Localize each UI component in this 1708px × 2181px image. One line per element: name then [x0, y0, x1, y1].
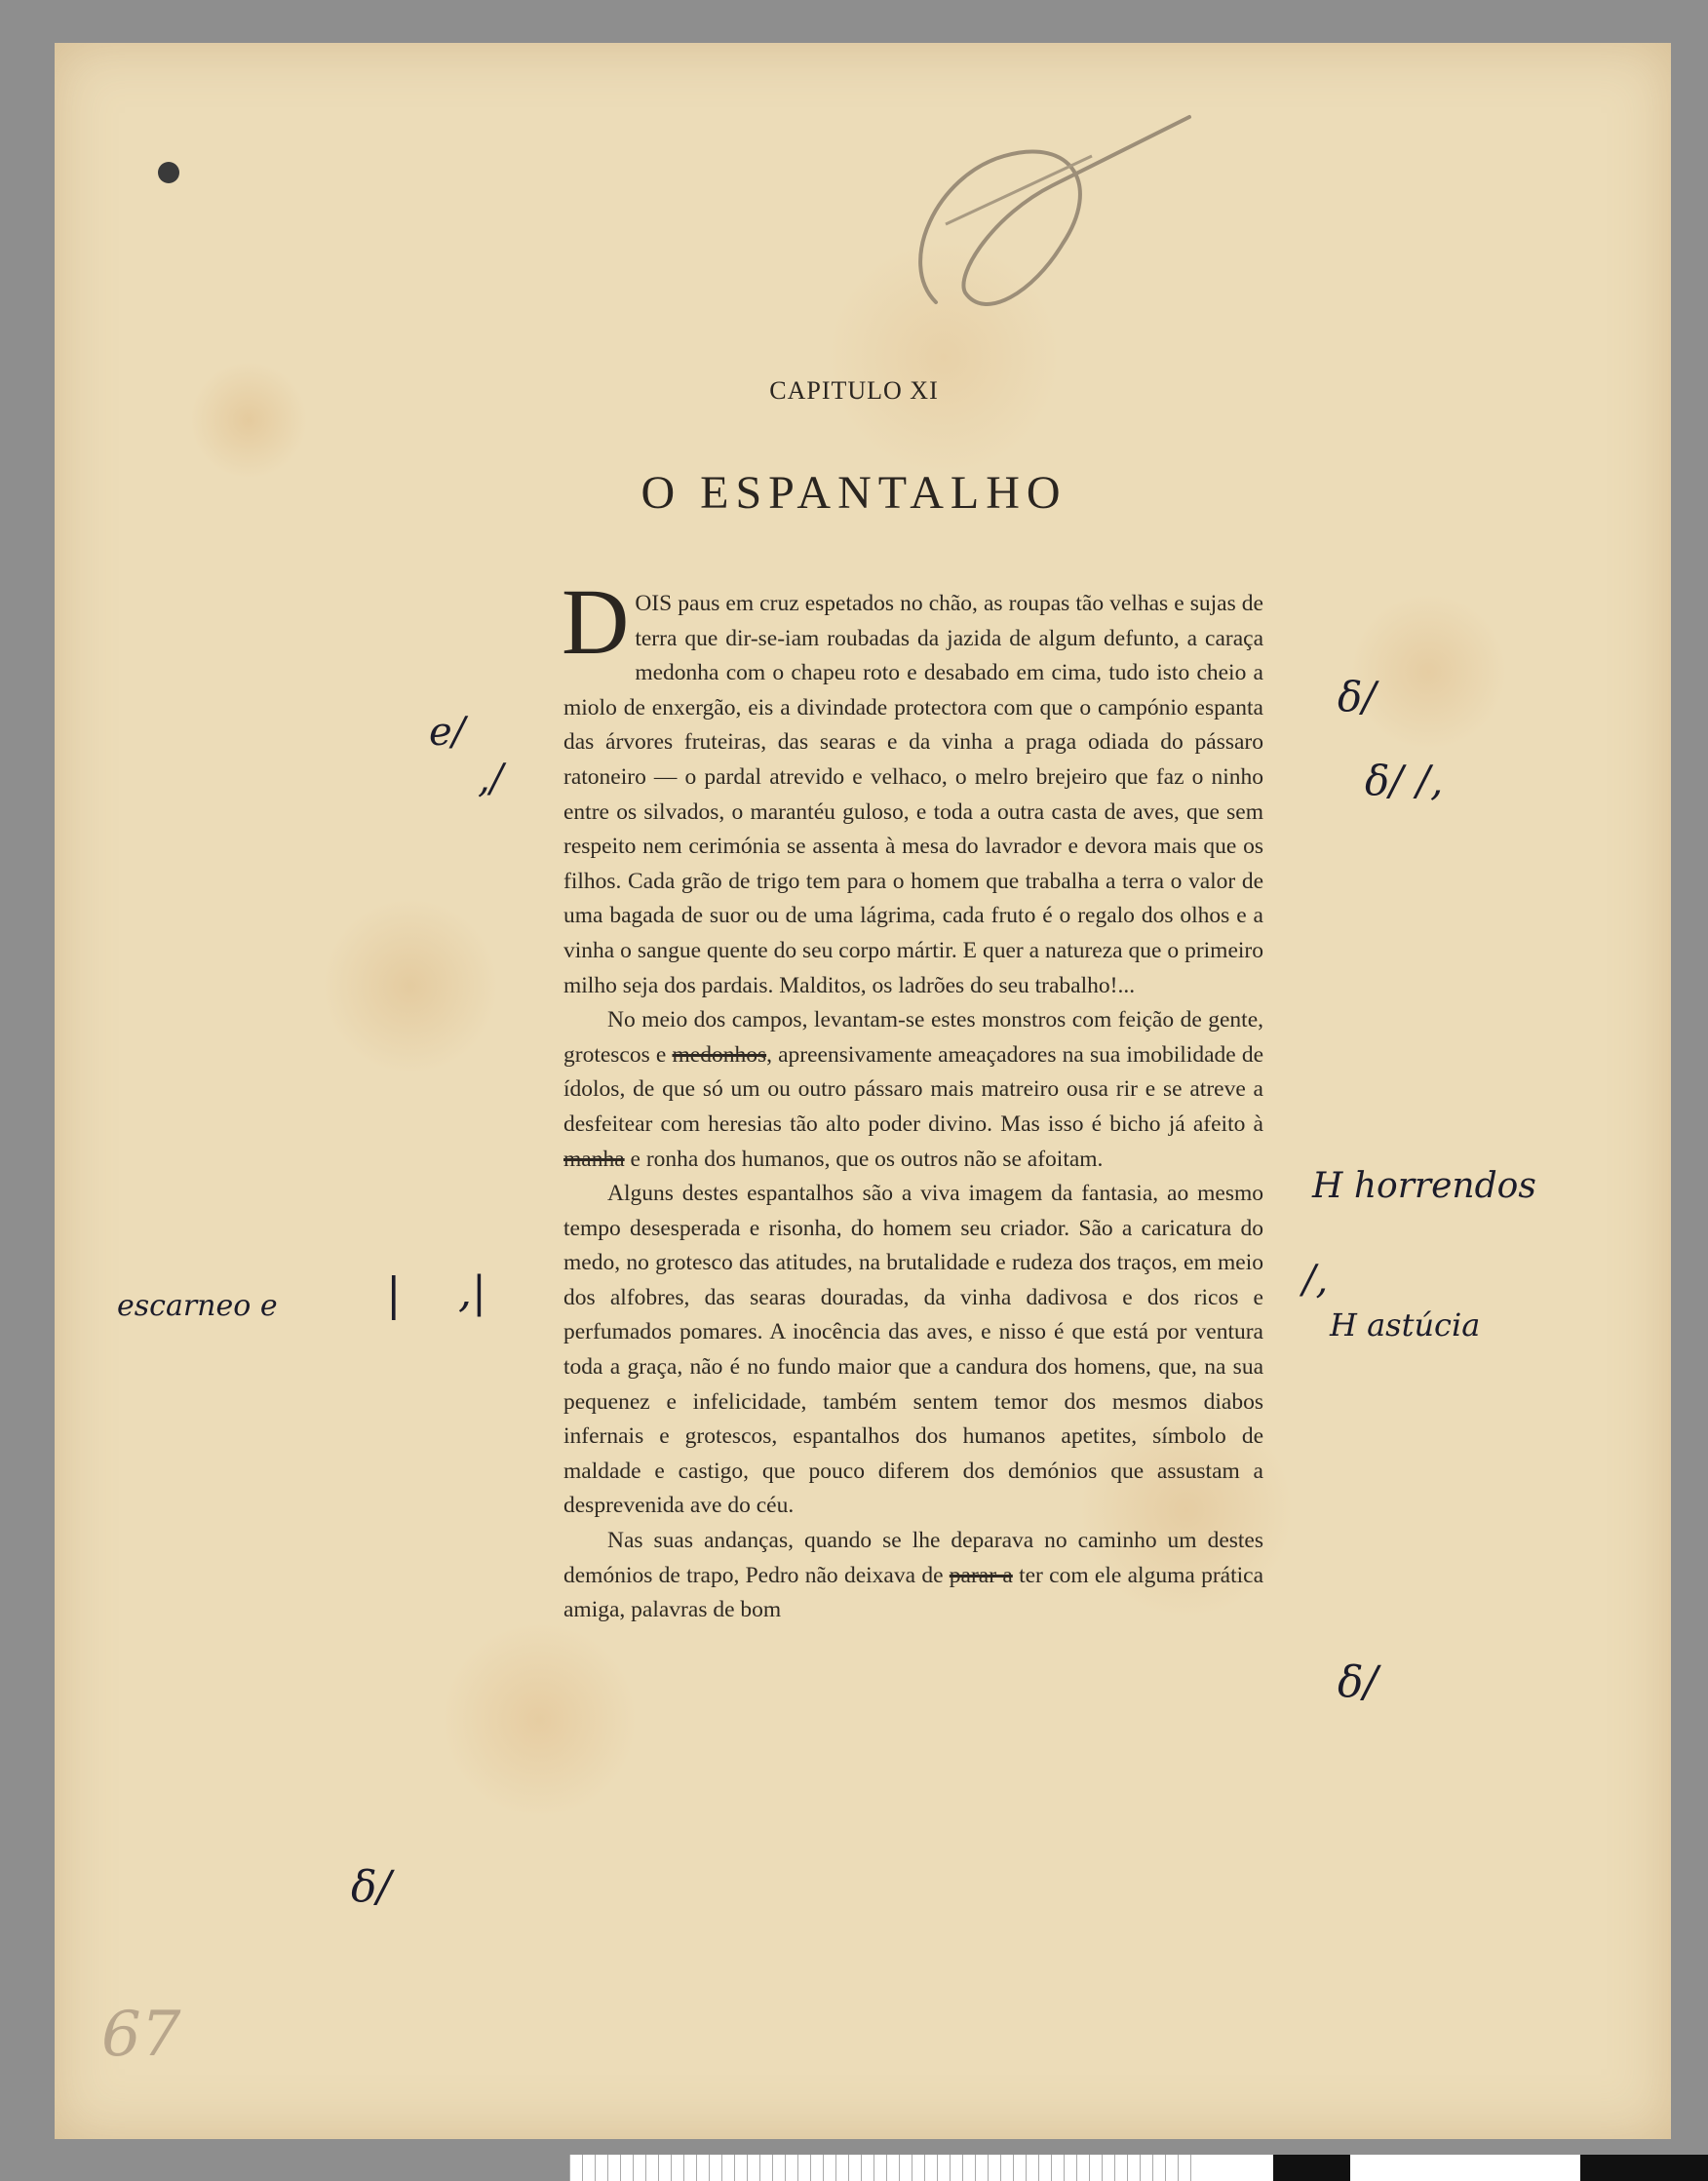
- margin-note-right-1: δ/: [1338, 673, 1377, 721]
- margin-note-left-1: e/: [429, 710, 466, 755]
- paragraph-4-part-b: ter com ele alguma prática amiga, palavras de bom: [563, 1562, 1263, 1623]
- struck-word-medonhos: medonhos: [672, 1041, 767, 1068]
- drop-cap: D: [562, 569, 630, 674]
- chapter-heading: CAPITULO XI: [769, 376, 939, 405]
- margin-note-right-3: H horrendos: [1312, 1166, 1536, 1206]
- paragraph-1-part-b: tudo isto cheio a miolo de enxergão, eis a divindade protectora com que o campónio espanta das árvores fruteiras, das searas e da vinha a praga odiada do pássaro ratoneiro — o pardal atrevido e velhaco, o melro brejeiro que faz o ninho entre os silvados, o marantéu guloso, e toda a outra casta de aves, que sem respeito nem cerimónia se assenta à mesa do lavrador e devora mais que os filhos. Cada grão de trigo tem para o homem que trabalha a terra o valor de uma bagada de suor ou de uma lágrima, cada fruto é o regalo dos olhos e a vinha o sangue quente do seu corpo mártir. E quer a natureza que o primeiro milho seja dos pardais. Malditos, os ladrões do seu trabalho!...: [563, 660, 1263, 998]
- scale-ticks: [569, 2155, 1193, 2181]
- body-text: [562, 569, 1264, 1628]
- page-number: 67: [101, 1999, 181, 2071]
- margin-note-left-2: ,/: [478, 757, 504, 801]
- paragraph-2-part-b: , apreensivamente ameaçadores na sua imobilidade de ídolos, de que só um ou outro pássaro mais matreiro ousa rir e se atreve a desfeitear com heresias tão alto poder divino. Mas isso é bicho já afeito à: [563, 1041, 1264, 1137]
- chapter-title: O ESPANTALHO: [640, 467, 1068, 519]
- struck-word-manha: manha: [563, 1146, 625, 1172]
- punch-hole: [158, 162, 179, 183]
- paragraph-3: Alguns destes espantalhos são a viva imagem da fantasia, ao mesmo tempo desesperada e risonha, do homem seu criador. São a caricatura do medo, no grotesco das atitudes, na brutalidade e rudeza dos traços, em meio dos alfobres, das searas douradas, da vinha dadivosa e dos ricos e perfumados pomares. A inocência das aves, e nisso é que está por ventura toda a graça, não é no fundo maior que a candura dos homens, que, na sua pequenez e infelicidade, também sentem temor dos mesmos diabos infernais e grotescos, espantalhos dos humanos apetites, símbolo de maldade e castigo, que pouco diferem dos demónios que assustam a desprevenida ave do céu.: [563, 1181, 1263, 1519]
- margin-note-left-4: |: [386, 1267, 402, 1320]
- margin-note-left-3: escarneo e: [117, 1289, 278, 1323]
- paragraph-4-part-a: Nas suas andanças, quando se lhe deparava no caminho um destes demónios de trapo, Pedro não deixava de: [563, 1528, 1263, 1588]
- struck-word-parar: parar a: [949, 1562, 1013, 1588]
- margin-note-right-5: H astúcia: [1330, 1306, 1481, 1344]
- paragraph-2-part-c: e ronha dos humanos, que os outros não se afoitam.: [624, 1146, 1104, 1172]
- paragraph-4: [563, 1524, 1263, 1628]
- margin-note-right-6: δ/: [1338, 1657, 1378, 1707]
- paragraph-2-part-a: No meio dos campos, levantam-se estes monstros com feição de gente, grotescos e: [563, 1007, 1263, 1068]
- margin-note-left-5: ,|: [458, 1267, 486, 1317]
- paragraph-1: [562, 569, 1263, 1003]
- margin-note-left-6: δ/: [351, 1862, 392, 1912]
- paragraph-1-part-a: OIS paus em cruz espetados no chão, as roupas tão velhas e sujas de terra que dir-se-iam roubadas da jazida de algum defunto, a caraça medonha com o chapeu roto e desabado em cima,: [635, 591, 1263, 686]
- margin-note-right-4: /,: [1302, 1258, 1329, 1303]
- pencil-scribble: [877, 97, 1228, 331]
- paragraph-2: [563, 1003, 1263, 1177]
- margin-note-right-2: δ/ /,: [1365, 757, 1444, 804]
